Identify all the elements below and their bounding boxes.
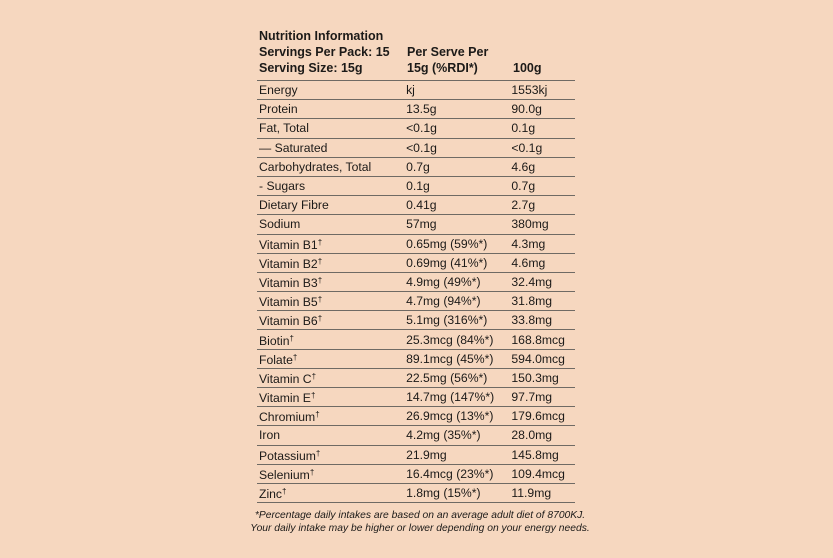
table-row	[257, 177, 575, 196]
nutrient-name	[259, 160, 406, 174]
per-100g-value: 97.7mg	[511, 390, 553, 405]
nutrient-label: Vitamin B3	[259, 275, 318, 290]
per-100g-value: 90.0g	[511, 102, 542, 117]
per-serve-value: 22.5mg (56%*)	[406, 370, 488, 385]
per-100g-value: 168.8mcg	[511, 332, 565, 347]
nutrient-name	[259, 408, 406, 424]
per-100g-value: 4.6g	[511, 159, 536, 174]
per-serve-value: <0.1g	[406, 140, 437, 155]
table-row	[257, 273, 575, 292]
nutrient-label: Potassium	[259, 448, 316, 463]
nutrient-name	[259, 274, 406, 290]
nutrient-label: Vitamin B6	[259, 314, 318, 329]
nutrient-label: Vitamin E	[259, 391, 311, 406]
nutrient-name	[259, 141, 406, 155]
per-serve-value: 57mg	[406, 217, 437, 232]
per-100g-value: 4.6mg	[511, 255, 546, 270]
table-row	[257, 158, 575, 177]
nutrient-label: Iron	[259, 428, 281, 443]
per-100g-value: 150.3mg	[511, 370, 559, 385]
dagger-mark: †	[317, 295, 323, 305]
per-100g-value: 28.0mg	[511, 428, 553, 443]
dagger-mark: †	[315, 410, 320, 420]
per-100g-value: 1553kj	[511, 83, 548, 98]
per-100g-value: <0.1g	[511, 140, 543, 155]
nutrient-name	[259, 485, 406, 501]
nutrient-label: Zinc	[259, 487, 283, 502]
nutrient-label: Dietary Fibre	[259, 198, 329, 213]
nutrition-panel	[257, 28, 575, 503]
nutrient-label: Vitamin B1	[259, 237, 318, 252]
nutrient-name	[259, 102, 406, 116]
table-row	[257, 292, 575, 311]
table-header	[257, 28, 575, 80]
dagger-mark: †	[282, 487, 287, 497]
footnote-line1: *Percentage daily intakes are based on an average adult diet of 8700KJ.	[254, 510, 586, 521]
per-serve-value: 25.3mcg (84%*)	[406, 332, 494, 347]
table-row	[257, 235, 575, 254]
dagger-mark: †	[311, 371, 317, 381]
per-serve-header-line2: 15g (%RDI*)	[407, 61, 478, 75]
nutrient-label: Sodium	[259, 217, 301, 232]
per-100g-value: 33.8mg	[511, 313, 553, 328]
per-100g-value: 31.8mg	[511, 294, 553, 309]
per-serve-value: 1.8mg (15%*)	[406, 486, 481, 501]
dagger-mark: †	[289, 333, 294, 343]
panel-title: Nutrition Information	[259, 29, 384, 43]
nutrient-name	[259, 389, 406, 405]
nutrient-name	[259, 466, 406, 482]
nutrient-label: Protein	[259, 102, 298, 117]
per-100g-value: 145.8mg	[511, 447, 559, 462]
per-100g-value: 2.7g	[511, 198, 536, 213]
per-100g-value: 32.4mg	[511, 274, 553, 289]
per-serve-value: 16.4mcg (23%*)	[406, 466, 494, 481]
footnote-line2: Your daily intake may be higher or lower depending on your energy needs.	[250, 522, 590, 534]
dagger-mark: †	[317, 275, 323, 285]
dagger-mark: †	[315, 448, 321, 458]
nutrient-name	[259, 236, 406, 252]
per-100g-value: 380mg	[511, 217, 549, 232]
table-row	[257, 311, 575, 330]
table-row	[257, 100, 575, 119]
nutrient-label: Vitamin B2	[259, 256, 318, 271]
per-serve-value: 5.1mg (316%*)	[406, 313, 488, 328]
dagger-mark: †	[309, 467, 315, 477]
table-row	[257, 446, 575, 465]
per-serve-value: 4.9mg (49%*)	[406, 274, 481, 289]
serving-size: Serving Size: 15g	[259, 61, 363, 75]
table-row	[257, 484, 575, 503]
table-row	[257, 215, 575, 234]
nutrient-name	[259, 370, 406, 386]
table-row	[257, 388, 575, 407]
per-serve-header-line1: Per Serve Per	[407, 45, 489, 59]
per-serve-value: 4.7mg (94%*)	[406, 294, 481, 309]
per-serve-value: 89.1mcg (45%*)	[406, 351, 494, 366]
nutrient-label: Folate	[259, 352, 293, 367]
table-row	[257, 119, 575, 138]
per-serve-value: 0.1g	[406, 179, 430, 194]
nutrient-label: Vitamin B5	[259, 295, 318, 310]
table-row	[257, 426, 575, 445]
footnote	[200, 510, 640, 535]
per-100g-value: 11.9mg	[511, 486, 552, 501]
dagger-mark: †	[317, 314, 323, 324]
nutrient-name	[259, 293, 406, 309]
per-100g-value: 179.6mcg	[511, 409, 565, 424]
per-serve-value: 4.2mg (35%*)	[406, 428, 481, 443]
nutrient-name	[259, 351, 406, 367]
nutrient-label: Selenium	[259, 467, 310, 482]
nutrient-label: Energy	[259, 83, 298, 98]
table-row	[257, 330, 575, 349]
dagger-mark: †	[310, 391, 316, 401]
nutrient-name	[259, 217, 406, 231]
nutrient-name	[259, 312, 406, 328]
nutrition-rows	[257, 80, 575, 503]
per-serve-value: 0.41g	[406, 198, 437, 213]
table-row	[257, 350, 575, 369]
per-serve-value: 13.5g	[406, 102, 437, 117]
nutrient-label: Biotin	[259, 333, 290, 348]
servings-per-pack: Servings Per Pack: 15	[259, 45, 390, 59]
table-row	[257, 196, 575, 215]
nutrient-name	[259, 179, 406, 193]
per-100g-header-label: 100g	[513, 61, 542, 75]
per-serve-value: <0.1g	[406, 121, 437, 136]
table-row	[257, 407, 575, 426]
nutrient-name	[259, 198, 406, 212]
table-row	[257, 369, 575, 388]
per-serve-value: 0.69mg (41%*)	[406, 255, 488, 270]
header-info	[259, 28, 407, 76]
per-100g-value: 0.7g	[511, 179, 536, 194]
per-serve-value: 0.65mg (59%*)	[406, 236, 488, 251]
per-serve-value: 0.7g	[406, 159, 430, 174]
dagger-mark: †	[292, 352, 298, 362]
nutrient-name	[259, 428, 406, 442]
dagger-mark: †	[317, 237, 323, 247]
nutrient-name	[259, 83, 406, 97]
nutrient-label: Fat, Total	[259, 121, 309, 136]
nutrient-label: - Sugars	[259, 179, 306, 194]
table-row	[257, 139, 575, 158]
per-serve-value: 26.9mcg (13%*)	[406, 409, 494, 424]
per-100g-value: 109.4mcg	[511, 466, 565, 481]
per-100g-value: 594.0mcg	[511, 351, 565, 366]
nutrient-name	[259, 121, 406, 135]
nutrient-label: Carbohydrates, Total	[259, 159, 372, 174]
per-serve-value: kj	[406, 83, 415, 98]
table-row	[257, 254, 575, 273]
nutrient-name	[259, 255, 406, 271]
nutrient-label: Chromium	[259, 410, 316, 425]
per-serve-value: 14.7mg (147%*)	[406, 390, 495, 405]
per-serve-value: 21.9mg	[406, 447, 447, 462]
nutrient-name	[259, 447, 406, 463]
nutrient-name	[259, 332, 406, 348]
per-100g-header	[513, 28, 575, 76]
table-row	[257, 465, 575, 484]
nutrient-label: — Saturated	[259, 140, 328, 155]
per-serve-header	[407, 28, 513, 76]
per-100g-value: 4.3mg	[511, 236, 546, 251]
dagger-mark: †	[317, 256, 323, 266]
per-100g-value: 0.1g	[511, 121, 536, 136]
nutrient-label: Vitamin C	[259, 371, 312, 386]
table-row	[257, 81, 575, 100]
